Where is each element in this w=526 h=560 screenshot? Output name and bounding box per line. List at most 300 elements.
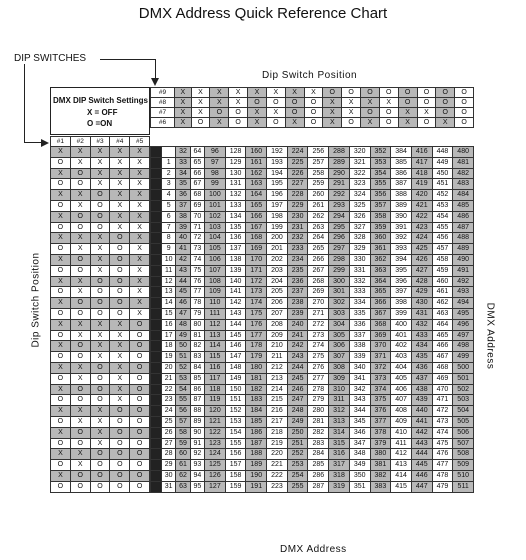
address-cell: 23 bbox=[162, 395, 176, 406]
left-switch-cell: O bbox=[51, 395, 71, 406]
left-switch-cell: X bbox=[110, 200, 130, 211]
left-row bbox=[51, 190, 150, 201]
top-header-cell: #8 bbox=[151, 98, 175, 108]
address-cell: 169 bbox=[246, 244, 267, 255]
address-cell: 148 bbox=[225, 362, 246, 373]
top-switch-cell: O bbox=[417, 118, 436, 128]
address-cell: 135 bbox=[225, 222, 246, 233]
left-switch-cell: X bbox=[70, 460, 90, 471]
left-header-cell: #5 bbox=[130, 137, 150, 147]
address-cell: 356 bbox=[370, 190, 391, 201]
address-row bbox=[151, 384, 474, 395]
address-cell: 371 bbox=[370, 352, 391, 363]
address-cell: 384 bbox=[391, 147, 412, 158]
address-cell: 343 bbox=[349, 395, 370, 406]
left-switch-cell: O bbox=[90, 384, 110, 395]
address-cell: 278 bbox=[308, 384, 329, 395]
address-cell: 351 bbox=[349, 481, 370, 492]
address-cell: 436 bbox=[411, 362, 432, 373]
address-cell: 272 bbox=[308, 319, 329, 330]
left-switch-cell: X bbox=[130, 287, 150, 298]
left-switch-cell: O bbox=[90, 287, 110, 298]
address-cell: 386 bbox=[391, 168, 412, 179]
address-cell: 411 bbox=[391, 438, 412, 449]
left-switch-cell: X bbox=[130, 211, 150, 222]
address-cell: 35 bbox=[176, 179, 190, 190]
address-cell: 87 bbox=[190, 395, 204, 406]
address-cell: 280 bbox=[308, 406, 329, 417]
address-cell: 37 bbox=[176, 200, 190, 211]
address-cell: 316 bbox=[329, 449, 350, 460]
address-cell: 442 bbox=[411, 427, 432, 438]
left-row bbox=[51, 406, 150, 417]
address-cell: 191 bbox=[246, 481, 267, 492]
top-spacer-row bbox=[151, 128, 474, 133]
left-row bbox=[51, 395, 150, 406]
left-switch-cell: X bbox=[130, 222, 150, 233]
left-row bbox=[51, 265, 150, 276]
top-switch-cell: X bbox=[175, 88, 192, 98]
left-switch-cell: O bbox=[90, 470, 110, 481]
left-switch-cell: X bbox=[90, 244, 110, 255]
left-row bbox=[51, 438, 150, 449]
address-cell: 479 bbox=[432, 481, 453, 492]
address-grid bbox=[150, 146, 474, 493]
address-cell: 181 bbox=[246, 373, 267, 384]
address-cell: 204 bbox=[267, 276, 288, 287]
top-switch-cell: X bbox=[191, 88, 210, 98]
address-cell: 12 bbox=[162, 276, 176, 287]
address-cell: 230 bbox=[287, 211, 308, 222]
address-cell: 322 bbox=[349, 168, 370, 179]
left-switch-cell: X bbox=[51, 254, 71, 265]
left-switch-cell: O bbox=[51, 438, 71, 449]
address-cell: 260 bbox=[308, 190, 329, 201]
address-cell: 222 bbox=[267, 470, 288, 481]
address-cell: 39 bbox=[176, 222, 190, 233]
address-cell: 490 bbox=[453, 254, 474, 265]
address-cell: 472 bbox=[432, 406, 453, 417]
left-switch-cell: X bbox=[51, 190, 71, 201]
black-column-cell bbox=[151, 460, 162, 471]
address-cell: 159 bbox=[225, 481, 246, 492]
left-switch-cell: O bbox=[51, 157, 71, 168]
left-switch-cell: X bbox=[110, 395, 130, 406]
address-cell: 475 bbox=[432, 438, 453, 449]
address-cell: 383 bbox=[370, 481, 391, 492]
address-cell: 396 bbox=[391, 276, 412, 287]
address-cell: 326 bbox=[349, 211, 370, 222]
address-cell: 199 bbox=[267, 222, 288, 233]
address-cell: 359 bbox=[370, 222, 391, 233]
address-cell: 74 bbox=[190, 254, 204, 265]
top-switch-cell: X bbox=[398, 108, 417, 118]
address-cell: 449 bbox=[432, 157, 453, 168]
address-cell: 416 bbox=[411, 147, 432, 158]
left-switch-cell: X bbox=[110, 384, 130, 395]
left-switch-cell: X bbox=[51, 427, 71, 438]
address-cell: 229 bbox=[287, 200, 308, 211]
address-cell: 397 bbox=[391, 287, 412, 298]
address-cell: 492 bbox=[453, 276, 474, 287]
left-switch-cell: X bbox=[51, 470, 71, 481]
address-cell: 417 bbox=[411, 157, 432, 168]
address-cell: 254 bbox=[287, 470, 308, 481]
left-switch-cell: X bbox=[90, 416, 110, 427]
address-cell: 482 bbox=[453, 168, 474, 179]
address-cell: 147 bbox=[225, 352, 246, 363]
address-cell: 499 bbox=[453, 352, 474, 363]
left-switch-cell: X bbox=[130, 200, 150, 211]
address-cell: 381 bbox=[370, 460, 391, 471]
black-column-cell bbox=[151, 298, 162, 309]
top-row bbox=[151, 98, 474, 108]
address-row bbox=[151, 449, 474, 460]
left-switch-cell: O bbox=[110, 298, 130, 309]
address-cell: 246 bbox=[287, 384, 308, 395]
address-cell: 292 bbox=[329, 190, 350, 201]
address-cell: 350 bbox=[349, 470, 370, 481]
address-cell: 348 bbox=[349, 449, 370, 460]
address-cell: 461 bbox=[432, 287, 453, 298]
address-cell: 327 bbox=[349, 222, 370, 233]
address-cell: 110 bbox=[205, 298, 226, 309]
address-cell: 38 bbox=[176, 211, 190, 222]
address-cell: 60 bbox=[176, 449, 190, 460]
address-cell: 439 bbox=[411, 395, 432, 406]
address-cell: 480 bbox=[453, 147, 474, 158]
address-cell: 262 bbox=[308, 211, 329, 222]
address-cell: 312 bbox=[329, 406, 350, 417]
address-cell: 171 bbox=[246, 265, 267, 276]
left-row bbox=[51, 233, 150, 244]
address-cell: 113 bbox=[205, 330, 226, 341]
address-cell: 63 bbox=[176, 481, 190, 492]
address-cell: 366 bbox=[370, 298, 391, 309]
left-switch-cell: X bbox=[130, 244, 150, 255]
top-switch-cell: O bbox=[379, 118, 398, 128]
top-row bbox=[151, 118, 474, 128]
left-switch-cell: O bbox=[70, 298, 90, 309]
top-switch-cell: X bbox=[323, 118, 342, 128]
top-switch-cell: X bbox=[323, 98, 342, 108]
left-switch-cell: O bbox=[110, 244, 130, 255]
address-cell: 339 bbox=[349, 352, 370, 363]
top-header-cell: #9 bbox=[151, 88, 175, 98]
left-row bbox=[51, 416, 150, 427]
address-cell: 133 bbox=[225, 200, 246, 211]
left-switch-cell: X bbox=[130, 276, 150, 287]
left-switch-cell: X bbox=[70, 190, 90, 201]
address-cell: 138 bbox=[225, 254, 246, 265]
left-switch-cell: O bbox=[90, 190, 110, 201]
address-cell: 221 bbox=[267, 460, 288, 471]
address-cell: 117 bbox=[205, 373, 226, 384]
address-cell: 238 bbox=[287, 298, 308, 309]
address-cell: 223 bbox=[267, 481, 288, 492]
address-cell bbox=[162, 147, 176, 158]
address-cell: 224 bbox=[287, 147, 308, 158]
address-cell: 166 bbox=[246, 211, 267, 222]
address-cell: 470 bbox=[432, 384, 453, 395]
address-cell: 357 bbox=[370, 200, 391, 211]
address-cell: 466 bbox=[432, 341, 453, 352]
left-switch-cell: O bbox=[51, 244, 71, 255]
address-cell: 389 bbox=[391, 200, 412, 211]
address-cell: 274 bbox=[308, 341, 329, 352]
address-cell: 36 bbox=[176, 190, 190, 201]
address-cell: 273 bbox=[308, 330, 329, 341]
black-column-cell bbox=[151, 395, 162, 406]
address-cell: 465 bbox=[432, 330, 453, 341]
address-cell: 368 bbox=[370, 319, 391, 330]
left-row bbox=[51, 449, 150, 460]
address-cell: 18 bbox=[162, 341, 176, 352]
address-cell: 346 bbox=[349, 427, 370, 438]
address-cell: 406 bbox=[391, 384, 412, 395]
black-column-cell bbox=[151, 449, 162, 460]
left-switch-cell: O bbox=[110, 427, 130, 438]
address-cell: 127 bbox=[205, 481, 226, 492]
left-switch-cell: X bbox=[51, 168, 71, 179]
address-cell: 128 bbox=[225, 147, 246, 158]
address-cell: 296 bbox=[329, 233, 350, 244]
top-switch-cell: O bbox=[323, 88, 342, 98]
address-cell: 401 bbox=[391, 330, 412, 341]
left-switch-cell: O bbox=[51, 179, 71, 190]
address-cell: 67 bbox=[190, 179, 204, 190]
address-cell: 19 bbox=[162, 352, 176, 363]
address-cell: 52 bbox=[176, 362, 190, 373]
top-switch-cell: O bbox=[342, 88, 361, 98]
address-cell: 85 bbox=[190, 373, 204, 384]
address-cell: 32 bbox=[176, 147, 190, 158]
top-switch-cell: X bbox=[398, 118, 417, 128]
address-row bbox=[151, 211, 474, 222]
address-cell: 206 bbox=[267, 298, 288, 309]
address-cell: 255 bbox=[287, 481, 308, 492]
pointer-line-vertical bbox=[155, 59, 156, 79]
address-cell: 478 bbox=[432, 470, 453, 481]
address-cell: 340 bbox=[349, 362, 370, 373]
left-switch-cell: X bbox=[130, 265, 150, 276]
address-cell: 180 bbox=[246, 362, 267, 373]
address-cell: 184 bbox=[246, 406, 267, 417]
black-column-cell bbox=[151, 254, 162, 265]
address-cell: 242 bbox=[287, 341, 308, 352]
address-cell: 106 bbox=[205, 254, 226, 265]
address-row bbox=[151, 406, 474, 417]
top-switch-cell: X bbox=[175, 98, 192, 108]
left-row bbox=[51, 168, 150, 179]
left-switch-cell: X bbox=[130, 147, 150, 158]
address-cell: 315 bbox=[329, 438, 350, 449]
top-switch-cell: O bbox=[285, 108, 304, 118]
address-cell: 360 bbox=[370, 233, 391, 244]
address-cell: 428 bbox=[411, 276, 432, 287]
address-cell: 55 bbox=[176, 395, 190, 406]
left-switch-cell: O bbox=[130, 416, 150, 427]
top-switch-cell: X bbox=[361, 98, 380, 108]
left-switch-cell: O bbox=[70, 438, 90, 449]
address-cell: 49 bbox=[176, 330, 190, 341]
top-switch-cell: X bbox=[210, 98, 229, 108]
left-switch-cell: O bbox=[51, 222, 71, 233]
address-cell: 235 bbox=[287, 265, 308, 276]
address-cell: 487 bbox=[453, 222, 474, 233]
address-cell: 150 bbox=[225, 384, 246, 395]
address-cell: 220 bbox=[267, 449, 288, 460]
address-cell: 196 bbox=[267, 190, 288, 201]
left-switch-cell: O bbox=[110, 308, 130, 319]
address-cell: 345 bbox=[349, 416, 370, 427]
address-cell: 352 bbox=[370, 147, 391, 158]
address-cell: 452 bbox=[432, 190, 453, 201]
address-cell: 332 bbox=[349, 276, 370, 287]
address-cell: 387 bbox=[391, 179, 412, 190]
top-switch-cell: X bbox=[191, 108, 210, 118]
left-switch-cell: O bbox=[130, 352, 150, 363]
left-switch-cell: O bbox=[90, 276, 110, 287]
address-cell: 321 bbox=[349, 157, 370, 168]
address-cell: 237 bbox=[287, 287, 308, 298]
address-cell: 318 bbox=[329, 470, 350, 481]
address-cell: 491 bbox=[453, 265, 474, 276]
left-switch-cell: X bbox=[70, 157, 90, 168]
address-cell: 14 bbox=[162, 298, 176, 309]
address-cell: 24 bbox=[162, 406, 176, 417]
left-switch-cell: X bbox=[70, 449, 90, 460]
address-cell: 123 bbox=[205, 438, 226, 449]
left-switch-cell: O bbox=[110, 287, 130, 298]
address-row bbox=[151, 416, 474, 427]
left-header-cell: #3 bbox=[90, 137, 110, 147]
address-cell: 358 bbox=[370, 211, 391, 222]
left-header-row bbox=[51, 137, 150, 147]
top-switch-cell: O bbox=[436, 108, 455, 118]
address-cell: 402 bbox=[391, 341, 412, 352]
address-cell: 373 bbox=[370, 373, 391, 384]
address-cell: 337 bbox=[349, 330, 370, 341]
black-column-cell bbox=[151, 233, 162, 244]
address-cell: 107 bbox=[205, 265, 226, 276]
black-column-cell bbox=[151, 222, 162, 233]
address-row bbox=[151, 244, 474, 255]
left-switch-cell: X bbox=[90, 265, 110, 276]
left-switch-cell: X bbox=[51, 384, 71, 395]
address-cell: 41 bbox=[176, 244, 190, 255]
left-switch-cell: O bbox=[70, 481, 90, 492]
black-column-cell bbox=[151, 168, 162, 179]
address-cell: 183 bbox=[246, 395, 267, 406]
address-cell: 362 bbox=[370, 254, 391, 265]
address-cell: 294 bbox=[329, 211, 350, 222]
address-cell: 190 bbox=[246, 470, 267, 481]
address-cell: 88 bbox=[190, 406, 204, 417]
black-column-cell bbox=[151, 438, 162, 449]
black-column-cell bbox=[151, 190, 162, 201]
left-switch-cell: X bbox=[90, 352, 110, 363]
address-cell: 1 bbox=[162, 157, 176, 168]
address-cell: 344 bbox=[349, 406, 370, 417]
address-row bbox=[151, 330, 474, 341]
top-switch-cell: X bbox=[342, 108, 361, 118]
address-cell: 276 bbox=[308, 362, 329, 373]
address-cell: 364 bbox=[370, 276, 391, 287]
address-cell: 153 bbox=[225, 416, 246, 427]
top-switch-cell: O bbox=[436, 98, 455, 108]
address-cell: 451 bbox=[432, 179, 453, 190]
address-cell: 370 bbox=[370, 341, 391, 352]
address-cell: 349 bbox=[349, 460, 370, 471]
address-cell: 6 bbox=[162, 211, 176, 222]
address-cell: 382 bbox=[370, 470, 391, 481]
address-cell: 295 bbox=[329, 222, 350, 233]
address-cell: 303 bbox=[329, 308, 350, 319]
left-header-cell: #1 bbox=[51, 137, 71, 147]
address-cell: 446 bbox=[411, 470, 432, 481]
address-cell: 109 bbox=[205, 287, 226, 298]
address-row bbox=[151, 352, 474, 363]
top-switch-cell: O bbox=[455, 98, 474, 108]
top-switch-cell: O bbox=[417, 88, 436, 98]
left-row bbox=[51, 481, 150, 492]
address-cell: 287 bbox=[308, 481, 329, 492]
address-cell: 486 bbox=[453, 211, 474, 222]
address-cell: 328 bbox=[349, 233, 370, 244]
address-cell: 68 bbox=[190, 190, 204, 201]
address-cell: 130 bbox=[225, 168, 246, 179]
address-cell: 198 bbox=[267, 211, 288, 222]
left-switch-cell: O bbox=[110, 233, 130, 244]
address-cell: 75 bbox=[190, 265, 204, 276]
address-cell: 248 bbox=[287, 406, 308, 417]
address-cell: 259 bbox=[308, 179, 329, 190]
left-switch-cell: X bbox=[90, 341, 110, 352]
top-switch-cell: O bbox=[266, 118, 285, 128]
address-cell: 165 bbox=[246, 200, 267, 211]
address-cell: 219 bbox=[267, 438, 288, 449]
address-cell: 161 bbox=[246, 157, 267, 168]
left-switch-cell: O bbox=[110, 481, 130, 492]
address-cell: 81 bbox=[190, 330, 204, 341]
top-switch-cell: X bbox=[210, 88, 229, 98]
address-cell: 76 bbox=[190, 276, 204, 287]
address-cell: 122 bbox=[205, 427, 226, 438]
top-switch-cell: X bbox=[361, 118, 380, 128]
address-cell: 503 bbox=[453, 395, 474, 406]
left-switch-cell: O bbox=[70, 222, 90, 233]
address-cell: 9 bbox=[162, 244, 176, 255]
address-cell: 108 bbox=[205, 276, 226, 287]
left-switch-cell: X bbox=[70, 233, 90, 244]
left-switch-cell: X bbox=[130, 190, 150, 201]
left-switch-cell: O bbox=[110, 406, 130, 417]
top-switch-cell: O bbox=[248, 98, 267, 108]
left-switch-cell: X bbox=[90, 438, 110, 449]
address-cell: 115 bbox=[205, 352, 226, 363]
black-column-cell bbox=[151, 416, 162, 427]
top-switch-cell: O bbox=[398, 88, 417, 98]
address-cell: 96 bbox=[205, 147, 226, 158]
legend-box bbox=[50, 87, 150, 135]
address-cell: 27 bbox=[162, 438, 176, 449]
address-cell: 149 bbox=[225, 373, 246, 384]
top-switch-cell: O bbox=[210, 108, 229, 118]
address-cell: 105 bbox=[205, 244, 226, 255]
left-switch-cell: O bbox=[90, 211, 110, 222]
address-cell: 314 bbox=[329, 427, 350, 438]
